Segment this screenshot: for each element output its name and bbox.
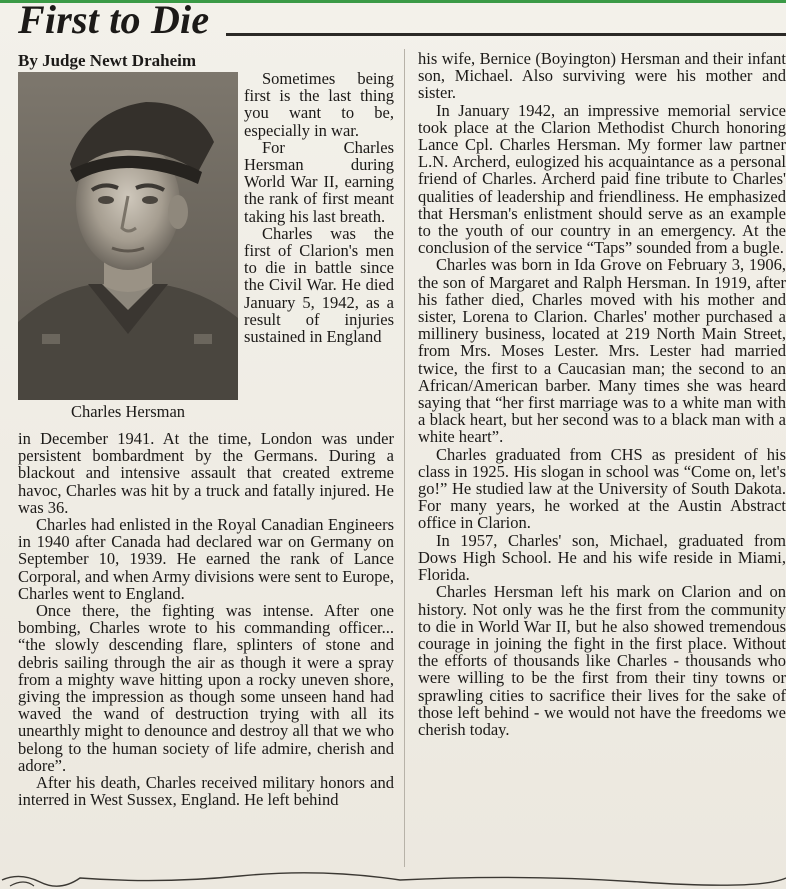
photo-caption: Charles Hersman xyxy=(70,402,186,421)
left-column-text xyxy=(18,430,394,808)
paragraph: Charles was born in Ida Grove on February 3, 1906, the son of Margaret and Ralph Hersman. In 1919, after his father died, Charles moved with his mother and sister, Lorena to Clarion. Charles' mother purchased a millinery business, located at 219 North Main Street, from Mrs. Moses Lester. Mrs. Lester had married twice, the first to a Caucasian man; the second to an African/American barber. Many times she was heard saying that “her first marriage was to a white man with a black heart, but her second was to a black man with a white heart”. xyxy=(418,255,786,447)
wrap-text xyxy=(244,70,394,345)
paragraph: Sometimes being first is the last thing you want to be, especially in war. xyxy=(244,69,394,140)
column-divider xyxy=(404,49,405,867)
article-title: First to Die xyxy=(18,0,210,42)
paragraph: Once there, the fighting was intense. After one bombing, Charles wrote to his commanding officer... “the slowly descending flare, splinters of stone and debris sailing through the air as though it were a spray from a mighty wave hitting upon a rocky uneven shore, giving the impression as though some unseen hand had waved the wand of destruction trying with all its unearthly might to denounce and destroy all that we who belong to the human society of life admire, cherish and adore”. xyxy=(18,601,394,775)
paragraph: Charles had enlisted in the Royal Canadian Engineers in 1940 after Canada had declared war on Germany on September 10, 1939. He earned the rank of Lance Corporal, and when Army divisions were sent to Europe, Charles went to England. xyxy=(18,515,394,603)
paragraph: After his death, Charles received military honors and interred in West Sussex, England. He left behind xyxy=(18,773,394,810)
paragraph: Charles graduated from CHS as president of his class in 1925. His slogan in school was “Come on, let's go!” He studied law at the University of South Dakota. For many years, he worked at the Austin Abstract office in Clarion. xyxy=(418,444,786,533)
paragraph: Charles Hersman left his mark on Clarion and on history. Not only was he the first from the community to die in World War II, but he also showed tremendous courage in joining the fight in the first place. Without the efforts of thousands like Charles - thousands who were willing to be the first from their tiny towns or sprawling cities to sacrifice their lives for the sake of those left behind - we would not have the freedoms we cherish today. xyxy=(418,582,786,739)
paragraph: his wife, Bernice (Boyington) Hersman and their infant son, Michael. Also surviving were his mother and sister. xyxy=(418,50,786,103)
paragraph: For Charles Hersman during World War II, earning the rank of first meant taking his last breath. xyxy=(244,137,394,226)
byline: By Judge Newt Draheim xyxy=(18,51,197,70)
title-rule xyxy=(226,33,786,36)
portrait-photo-icon xyxy=(18,72,238,400)
paragraph: Charles was the first of Clarion's men to die in battle since the Civil War. He died January 5, 1942, as a result of injuries sustained in England xyxy=(244,223,394,347)
paragraph: in December 1941. At the time, London was under persistent bombardment by the Germans. During a blackout and intensive assault that created extreme havoc, Charles was hit by a truck and fatally injured. He was 36. xyxy=(18,429,394,517)
paragraph: In January 1942, an impressive memorial service took place at the Clarion Methodist Church honoring Lance Cpl. Charles Hersman. My former law partner L.N. Archerd, eulogized his acquaintance as a personal friend of Charles. Archerd paid fine tribute to Charles' qualities of leadership and friendliness. He emphasized that Hersman's enlistment should serve as an example to the youth of our country in an emergency. At the conclusion of the service “Taps” sounded from a bugle. xyxy=(418,100,786,258)
handwritten-scribble xyxy=(0,866,786,889)
portrait-photo xyxy=(18,72,238,400)
right-column-text xyxy=(418,50,786,738)
paragraph: In 1957, Charles' son, Michael, graduated from Dows High School. He and his wife reside in Miami, Florida. xyxy=(418,530,786,585)
